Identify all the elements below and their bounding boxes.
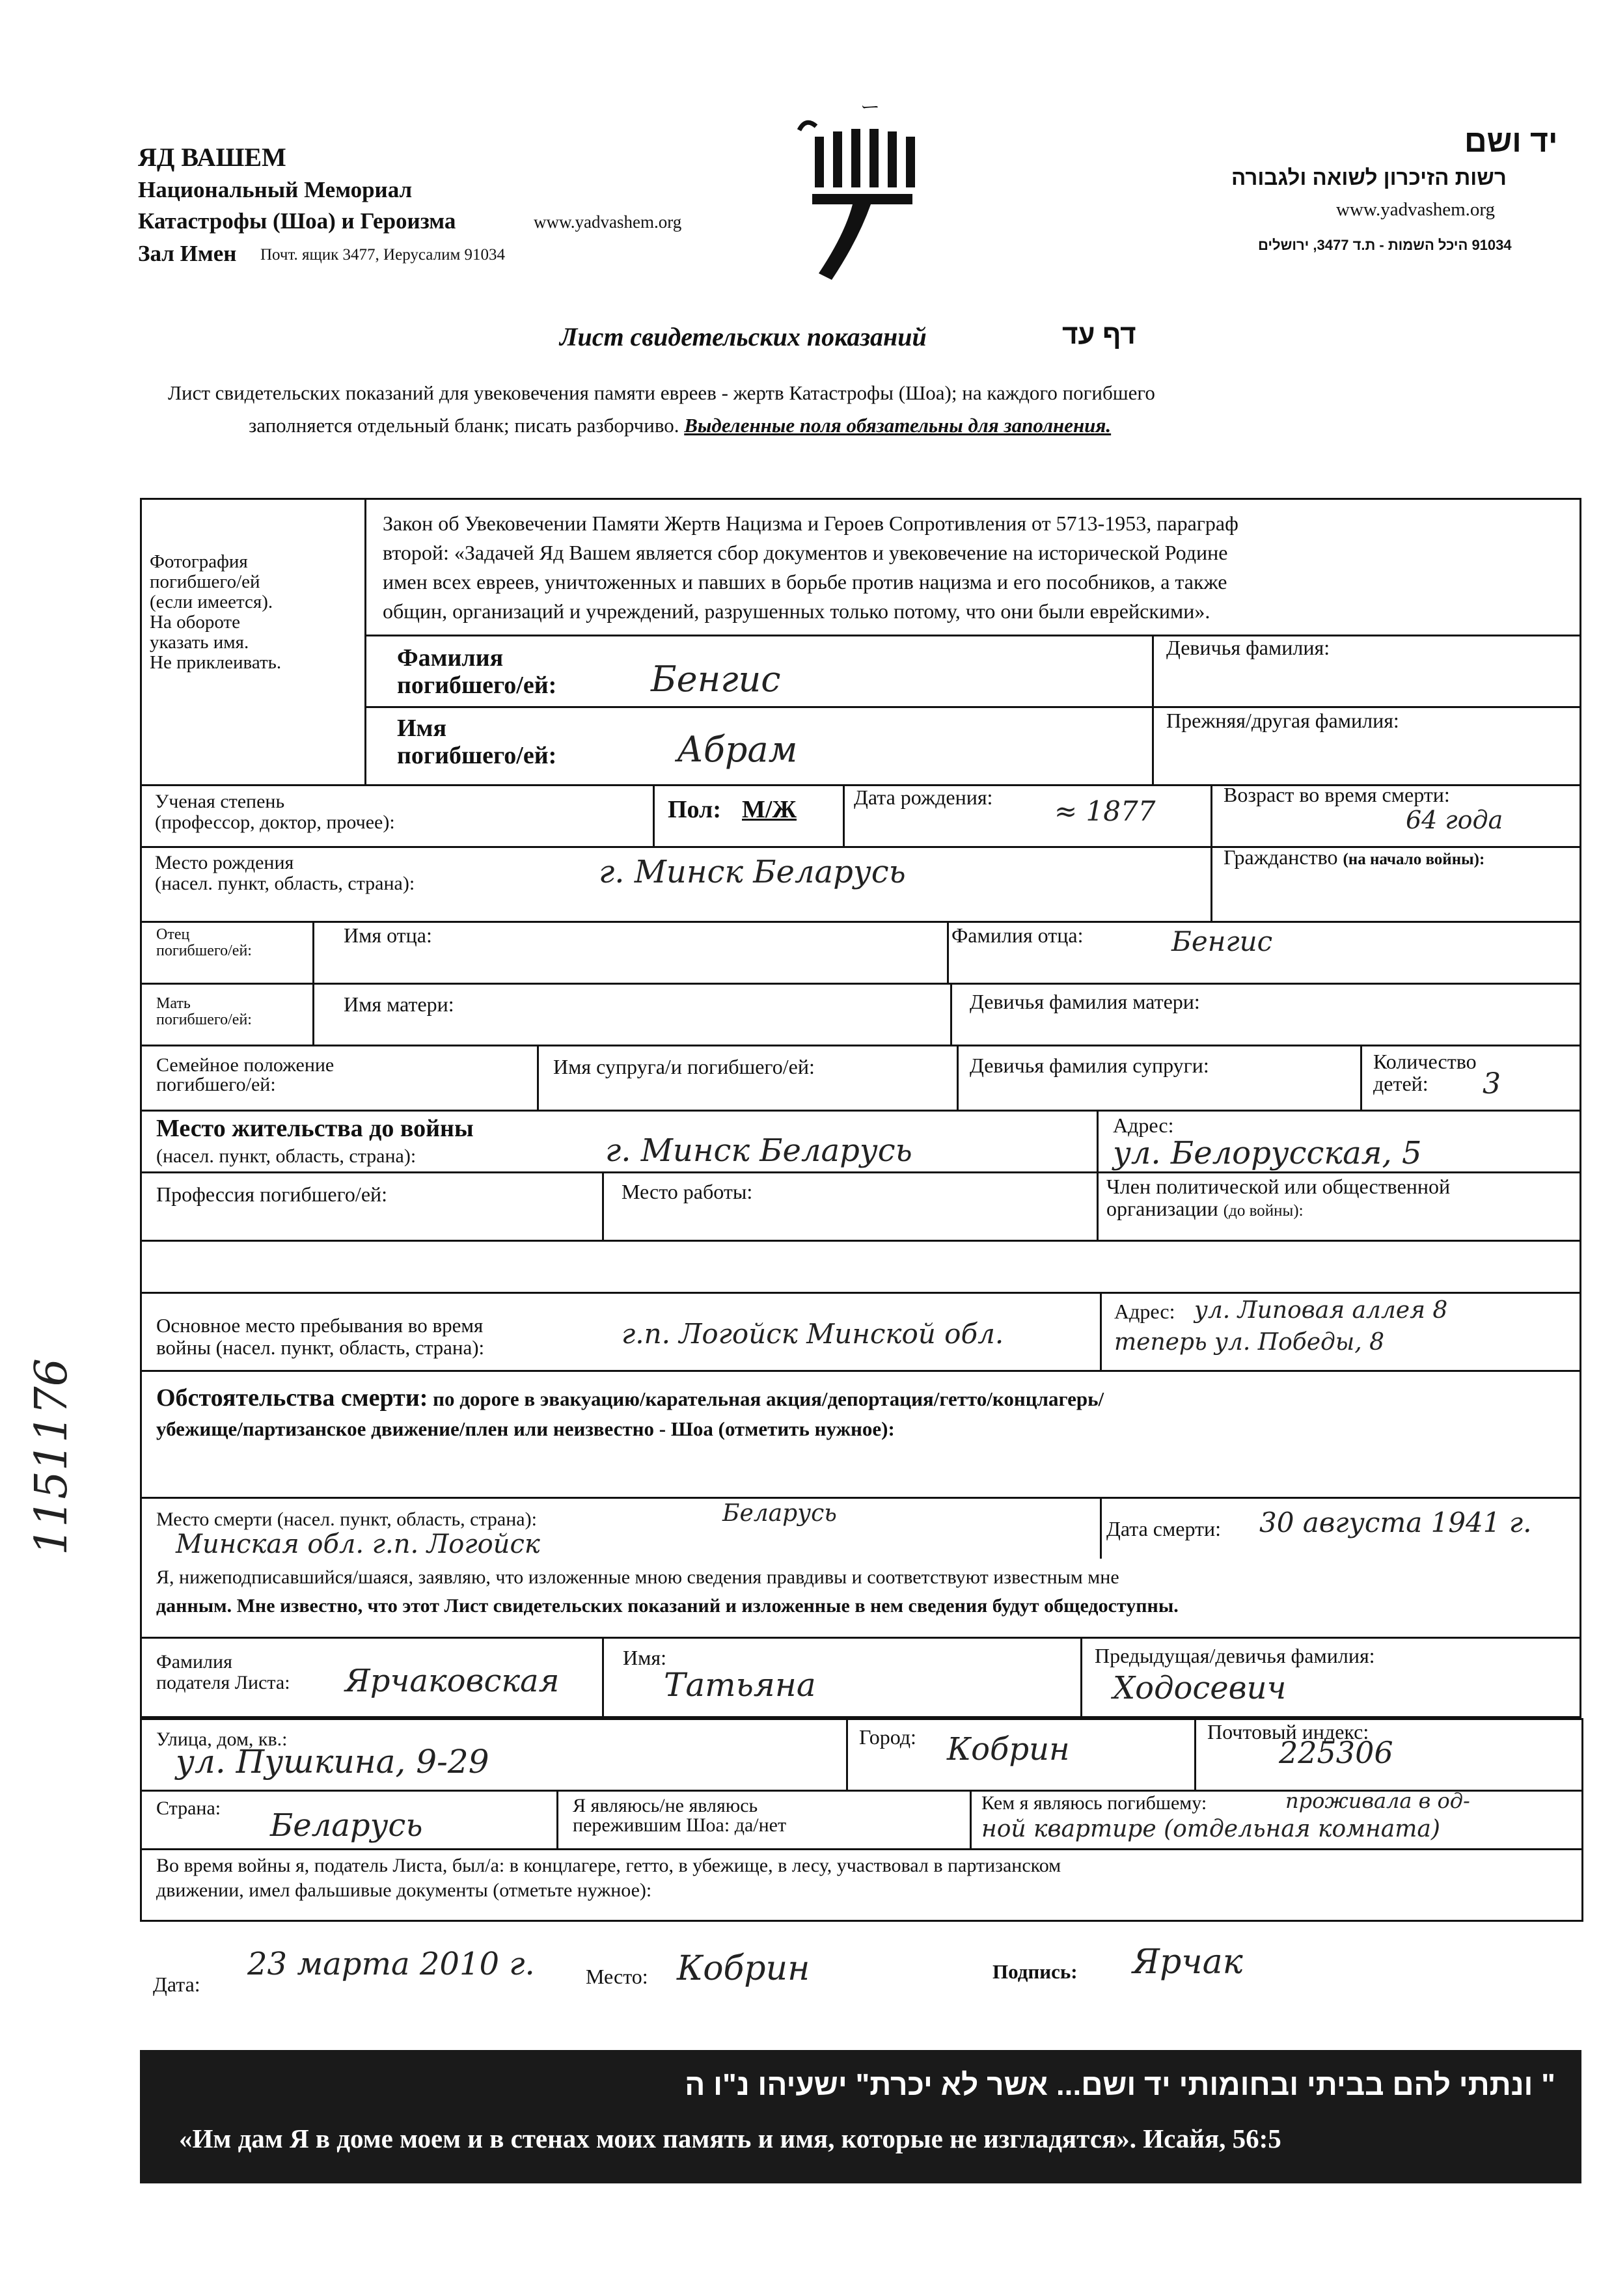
row-mother-top bbox=[140, 983, 1581, 985]
relation-value-2[interactable]: ной квартире (отдельная комната) bbox=[981, 1816, 1440, 1842]
circumstances-label: Обстоятельства смерти: bbox=[156, 1384, 428, 1412]
family-div-1 bbox=[537, 1045, 539, 1110]
frame-left-lower bbox=[140, 1718, 142, 1920]
mother-label bbox=[156, 996, 252, 1028]
residence-value[interactable]: г. Минск Беларусь bbox=[605, 1132, 912, 1169]
father-name-label: Имя отца: bbox=[344, 923, 432, 947]
residence-address-divider bbox=[1097, 1110, 1099, 1171]
member-label-1: Член политической или общественной bbox=[1106, 1175, 1451, 1198]
wartime-label bbox=[156, 1315, 484, 1359]
relation-label: Кем я являюсь погибшему: bbox=[981, 1792, 1207, 1814]
mother-mid-divider bbox=[950, 983, 952, 1045]
submitter-name-label: Имя: bbox=[623, 1646, 666, 1669]
row-family-top bbox=[140, 1045, 1581, 1046]
law-bottom-line bbox=[364, 635, 1581, 636]
intro-line2 bbox=[249, 414, 1111, 437]
father-label-2: погибшего/ей: bbox=[156, 942, 252, 959]
city-value[interactable]: Кобрин bbox=[947, 1731, 1070, 1768]
form-title-ru: Лист свидетельских показаний bbox=[560, 322, 927, 351]
family-div-2 bbox=[957, 1045, 959, 1110]
org-line2-he: רשות הזיכרון לשואה ולגבורה bbox=[1231, 165, 1507, 189]
profession-div-2 bbox=[1097, 1171, 1099, 1240]
workplace-label: Место работы: bbox=[622, 1180, 753, 1203]
victim-surname-label-1: Фамилия bbox=[397, 644, 504, 672]
declaration bbox=[156, 1563, 1179, 1620]
victim-surname-label-2: погибшего/ей: bbox=[397, 672, 557, 699]
victim-maiden-label: Девичья фамилия: bbox=[1166, 636, 1330, 659]
death-place-line1[interactable]: Беларусь bbox=[722, 1500, 837, 1527]
declaration-line2: данным. Мне известно, что этот Лист свидетельских показаний и изложенные в нем сведения будут общедоступны. bbox=[156, 1595, 1179, 1617]
sign-date-value[interactable]: 23 марта 2010 г. bbox=[247, 1946, 535, 1982]
victim-surname-label bbox=[397, 644, 556, 699]
victim-firstname-label-2: погибшего/ей: bbox=[397, 742, 557, 769]
row-circumstances-top bbox=[140, 1370, 1581, 1372]
submitter-prev-value[interactable]: Ходосевич bbox=[1113, 1670, 1287, 1706]
row-residence-top bbox=[140, 1110, 1581, 1112]
father-surname-value[interactable]: Бенгис bbox=[1171, 925, 1273, 957]
law-line2: второй: «Задачей Яд Вашем является сбор документов и увековечение на исторической Родине bbox=[383, 541, 1228, 564]
page-mark: ー bbox=[860, 97, 880, 118]
footer-quote-he: " ונתתי להם בביתי ובחומותי יד ושם... אשר לא יכרת" ישעיהו נ"ו ה bbox=[685, 2068, 1555, 2101]
zip-left-divider bbox=[1194, 1718, 1196, 1790]
victim-prev-surname-label: Прежняя/другая фамилия: bbox=[1166, 709, 1399, 732]
survivor-label bbox=[573, 1796, 786, 1835]
mother-label-2: погибшего/ей: bbox=[156, 1011, 252, 1028]
children-label-2: детей: bbox=[1373, 1072, 1429, 1095]
family-status-label bbox=[156, 1056, 334, 1095]
citizenship-label-text: Гражданство bbox=[1224, 845, 1338, 869]
degree-label-1: Ученая степень bbox=[155, 791, 285, 812]
survivor-label-1: Я являюсь/не являюсь bbox=[573, 1795, 758, 1816]
law-line1: Закон об Увековечении Памяти Жертв Нацизма и Героев Сопротивления от 5713-1953, параграф bbox=[383, 512, 1238, 535]
profession-div-1 bbox=[602, 1171, 604, 1240]
children-label bbox=[1373, 1050, 1477, 1095]
submitter-wartime-note bbox=[156, 1853, 1061, 1903]
survivor-left-divider bbox=[556, 1790, 558, 1848]
victim-firstname-label-1: Имя bbox=[397, 715, 446, 742]
victim-firstname-value[interactable]: Абрам bbox=[677, 729, 798, 770]
birthplace-label bbox=[155, 853, 415, 894]
law-line4: общин, организаций и учреждений, разрушенных только потому, что они были еврейскими». bbox=[383, 599, 1210, 623]
member-note: (до войны): bbox=[1223, 1202, 1304, 1220]
row-wartime-note-top bbox=[140, 1848, 1581, 1850]
survivor-label-2: пережившим Шоа: bbox=[573, 1814, 730, 1836]
zip-value[interactable]: 225306 bbox=[1279, 1735, 1393, 1770]
row-father-top bbox=[140, 921, 1581, 923]
photo-line3: (если имеется). bbox=[150, 592, 273, 612]
mother-maiden-label: Девичья фамилия матери: bbox=[970, 990, 1200, 1013]
wartime-address-label: Адрес: bbox=[1114, 1300, 1175, 1323]
death-place-line2[interactable]: Минская обл. г.п. Логойск bbox=[176, 1529, 540, 1559]
relation-value-1[interactable]: проживала в од- bbox=[1285, 1788, 1470, 1813]
wartime-address-line2[interactable]: теперь ул. Победы, 8 bbox=[1114, 1329, 1384, 1356]
org-name-ru: ЯД ВАШЕМ bbox=[138, 143, 286, 172]
city-label: Город: bbox=[859, 1725, 916, 1749]
death-place-label: Место смерти (насел. пункт, область, страна): bbox=[156, 1509, 537, 1530]
submitter-wartime-line1: Во время войны я, податель Листа, был/а: в концлагере, гетто, в убежище, в лесу, участвовал в партизанском bbox=[156, 1855, 1061, 1876]
declaration-line1: Я, нижеподписавшийся/шаяся, заявляю, что изложенные мною сведения правдивы и соответствуют известным мне bbox=[156, 1566, 1119, 1588]
family-status-label-1: Семейное положение bbox=[156, 1054, 335, 1076]
org-line3-ru: Катастрофы (Шоа) и Героизма bbox=[138, 208, 456, 234]
name-row-divider bbox=[364, 706, 1581, 708]
death-date-divider bbox=[1100, 1497, 1102, 1559]
citizenship-label bbox=[1224, 846, 1484, 868]
form-title-he: דף עד bbox=[1062, 319, 1136, 349]
photo-line1: Фотография bbox=[150, 551, 248, 572]
submitter-prev-label: Предыдущая/девичья фамилия: bbox=[1095, 1644, 1375, 1667]
sign-date-label: Дата: bbox=[153, 1973, 200, 1996]
degree-label bbox=[155, 791, 395, 833]
submitter-name-value[interactable]: Татьяна bbox=[664, 1666, 816, 1704]
death-date-label: Дата смерти: bbox=[1106, 1517, 1222, 1540]
intro-line1: Лист свидетельских показаний для увековечения памяти евреев - жертв Катастрофы (Шоа); на каждого погибшего bbox=[168, 381, 1155, 404]
residence-label-1: Место жительства до войны bbox=[156, 1115, 474, 1142]
row-profession-top bbox=[140, 1171, 1581, 1173]
margin-note: 1151176 bbox=[26, 1358, 77, 1555]
org-line2-ru: Национальный Мемориал bbox=[138, 177, 413, 202]
circumstances-options-1[interactable]: по дороге в эвакуацию/карательная акция/депортация/гетто/концлагерь/ bbox=[433, 1387, 1104, 1410]
wartime-label-1: Основное место пребывания во время bbox=[156, 1314, 484, 1337]
org-name-he: יד ושם bbox=[1464, 124, 1558, 159]
org-line4-ru: Зал Имен bbox=[138, 241, 237, 266]
wartime-label-2: войны (насел. пункт, область, страна): bbox=[156, 1336, 485, 1359]
birthplace-value[interactable]: г. Минск Беларусь bbox=[599, 854, 906, 890]
survivor-options[interactable]: да/нет bbox=[734, 1814, 787, 1836]
spouse-label: Имя супруга/и погибшего/ей: bbox=[553, 1055, 815, 1078]
intro-required-note: Выделенные поля обязательны для заполнения. bbox=[684, 414, 1112, 437]
yad-vashem-logo-icon bbox=[793, 117, 936, 293]
submitter-div-2 bbox=[1080, 1637, 1082, 1718]
frame-bottom bbox=[140, 1920, 1583, 1922]
submitter-div-1 bbox=[602, 1637, 604, 1718]
children-label-1: Количество bbox=[1373, 1050, 1477, 1073]
member-label bbox=[1106, 1175, 1450, 1220]
country-value[interactable]: Беларусь bbox=[270, 1807, 423, 1844]
photo-divider bbox=[364, 498, 366, 784]
street-value[interactable]: ул. Пушкина, 9-29 bbox=[176, 1743, 489, 1781]
photo-note bbox=[150, 552, 358, 673]
submitter-surname-label-1: Фамилия bbox=[156, 1651, 232, 1673]
address-ru: Почт. ящик 3477, Иерусалим 91034 bbox=[260, 246, 506, 264]
intro-line2-text: заполняется отдельный бланк; писать разборчиво. bbox=[249, 414, 679, 437]
sign-place-label: Место: bbox=[586, 1965, 648, 1988]
member-label-2: организации bbox=[1106, 1197, 1218, 1220]
degree-label-2: (профессор, доктор, прочее): bbox=[155, 812, 395, 833]
row-wartime-top bbox=[140, 1292, 1581, 1294]
sign-label: Подпись: bbox=[992, 1960, 1078, 1983]
circumstances-line1 bbox=[156, 1383, 1575, 1414]
victim-surname-value[interactable]: Бенгис bbox=[651, 659, 781, 700]
sex-left-line bbox=[653, 784, 655, 846]
row-empty-top bbox=[140, 1240, 1581, 1242]
submitter-surname-label bbox=[156, 1652, 290, 1693]
age-value[interactable]: 64 года bbox=[1406, 806, 1503, 834]
member-label-2-row bbox=[1106, 1197, 1450, 1220]
age-label: Возраст во время смерти: bbox=[1224, 783, 1450, 806]
dob-left-line bbox=[843, 784, 845, 846]
father-mid-divider bbox=[947, 921, 949, 983]
sign-place-value[interactable]: Кобрин bbox=[677, 1949, 810, 1988]
country-label: Страна: bbox=[156, 1797, 221, 1819]
photo-line5: указать имя. bbox=[150, 632, 249, 653]
circumstances-block bbox=[156, 1383, 1575, 1444]
family-div-3 bbox=[1360, 1045, 1362, 1110]
photo-line2: погибшего/ей bbox=[150, 571, 260, 592]
family-status-label-2: погибшего/ей: bbox=[156, 1074, 276, 1095]
birthplace-label-2: (насел. пункт, область, страна): bbox=[155, 873, 415, 894]
photo-line6: Не приклеивать. bbox=[150, 652, 282, 673]
death-date-value[interactable]: 30 августа 1941 г. bbox=[1259, 1507, 1532, 1538]
wartime-value[interactable]: г.п. Логойск Минской обл. bbox=[622, 1318, 1004, 1350]
footer-banner bbox=[140, 2050, 1581, 2183]
law-text bbox=[383, 509, 1238, 626]
mother-name-label: Имя матери: bbox=[344, 992, 454, 1016]
dob-value[interactable]: ≈ 1877 bbox=[1054, 795, 1156, 827]
footer-quote-ru: «Им дам Я в доме моем и в стенах моих память и имя, которые не изгладятся». Исайя, 56:5 bbox=[179, 2124, 1281, 2153]
submitter-wartime-line2: движении, имел фальшивые документы (отметьте нужное): bbox=[156, 1879, 652, 1901]
children-value[interactable]: 3 bbox=[1483, 1067, 1501, 1100]
sex-value[interactable]: М/Ж bbox=[742, 796, 797, 823]
citizenship-note: (на начало войны): bbox=[1343, 851, 1485, 868]
name-col-divider bbox=[1152, 635, 1154, 784]
relation-left-divider bbox=[970, 1790, 972, 1848]
residence-address-label: Адрес: bbox=[1113, 1114, 1174, 1137]
age-left-line bbox=[1210, 784, 1212, 921]
residence-label-2: (насел. пункт, область, страна): bbox=[156, 1145, 417, 1167]
wartime-address-divider bbox=[1100, 1292, 1102, 1370]
victim-firstname-label bbox=[397, 715, 556, 769]
birthplace-label-1: Место рождения bbox=[155, 852, 294, 873]
profession-label: Профессия погибшего/ей: bbox=[156, 1182, 388, 1206]
website-he: www.yadvashem.org bbox=[1336, 199, 1496, 220]
father-label-1: Отец bbox=[156, 926, 190, 943]
frame-right-lower bbox=[1581, 1718, 1583, 1920]
address-he: 91034 היכל השמות - ת.ד 3477, ירושלים bbox=[1258, 237, 1512, 253]
row-submitter-top bbox=[140, 1637, 1581, 1639]
city-left-divider bbox=[846, 1718, 848, 1790]
photo-line4: На обороте bbox=[150, 612, 240, 633]
submitter-surname-value[interactable]: Ярчаковская bbox=[345, 1663, 560, 1699]
sign-value[interactable]: Ярчак bbox=[1132, 1943, 1243, 1982]
submitter-surname-label-2: подателя Листа: bbox=[156, 1672, 290, 1693]
circumstances-options-2[interactable]: убежище/партизанское движение/плен или неизвестно - Шоа (отметить нужное): bbox=[156, 1417, 895, 1440]
street-label: Улица, дом, кв.: bbox=[156, 1729, 288, 1750]
mother-label-1: Мать bbox=[156, 995, 191, 1012]
father-label bbox=[156, 927, 252, 959]
dob-label: Дата рождения: bbox=[854, 786, 993, 809]
wartime-address-line1[interactable]: ул. Липовая аллея 8 bbox=[1194, 1297, 1448, 1324]
spouse-maiden-label: Девичья фамилия супруги: bbox=[970, 1054, 1209, 1077]
residence-address-value[interactable]: ул. Белорусская, 5 bbox=[1113, 1135, 1422, 1171]
sex-label: Пол: bbox=[668, 796, 722, 823]
father-surname-label: Фамилия отца: bbox=[951, 923, 1084, 947]
website-ru: www.yadvashem.org bbox=[534, 212, 682, 232]
survivor-label-2-row bbox=[573, 1816, 786, 1835]
zip-label: Почтовый индекс: bbox=[1207, 1720, 1369, 1743]
row-death-top bbox=[140, 1497, 1581, 1499]
law-line3: имен всех евреев, уничтоженных и павших в борьбе против нацизма и его пособников, а также bbox=[383, 570, 1227, 594]
